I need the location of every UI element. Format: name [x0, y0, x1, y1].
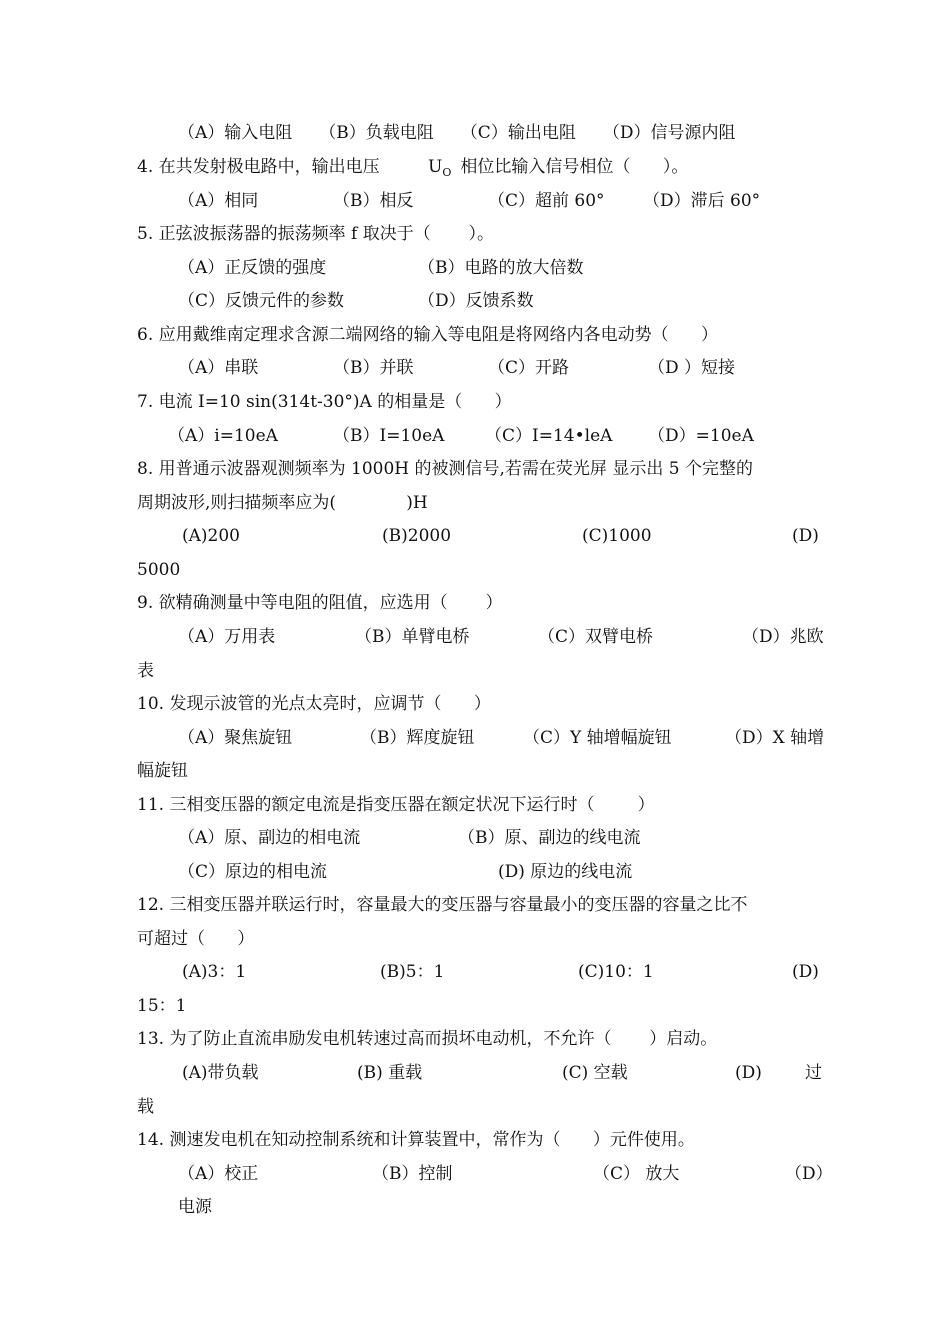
q7-option-d: （D）=10eA	[648, 426, 754, 446]
q8-option-b: (B)2000	[382, 526, 452, 546]
q7-option-b: （B）I=10eA	[333, 426, 445, 446]
q14-option-a: （A）校正	[178, 1164, 259, 1184]
q13-option-d-part1: 过	[805, 1063, 822, 1083]
q11-option-c: （C）原边的相电流	[178, 862, 328, 882]
q12-option-c: (C)10：1	[578, 962, 654, 982]
q14-option-b: （B）控制	[372, 1164, 453, 1184]
q5-option-b: （B）电路的放大倍数	[418, 258, 584, 278]
q12-stem-line1: 12. 三相变压器并联运行时，容量最大的变压器与容量最小的变压器的容量之比不	[137, 895, 748, 915]
q4-option-b: （B）相反	[333, 191, 414, 211]
q11-option-a: （A）原、副边的相电流	[178, 828, 361, 848]
q8-option-c: (C)1000	[582, 526, 652, 546]
q6-option-d: （D ）短接	[648, 358, 736, 378]
q7-stem: 7. 电流 I=10 sin(314t-30°)A 的相量是（ ）	[137, 392, 512, 412]
q10-option-d: （D）X 轴增	[725, 728, 825, 748]
q10-stem: 10. 发现示波管的光点太亮时，应调节（ ）	[137, 694, 491, 714]
q14-option-c: （C） 放大	[593, 1164, 680, 1184]
q4-option-d: （D）滞后 60°	[643, 191, 761, 211]
q8-stem-line1: 8. 用普通示波器观测频率为 1000H 的被测信号,若需在荧光屏 显示出 5 个完整的	[137, 459, 753, 479]
q4-stem-part1: 4. 在共发射极电路中，输出电压	[137, 157, 380, 177]
q8-option-d-label: (D)	[792, 526, 819, 546]
q8-option-d-value: 5000	[137, 560, 181, 580]
q10-option-a: （A）聚焦旋钮	[178, 728, 293, 748]
q12-stem-line2: 可超过（ ）	[137, 929, 255, 949]
q10-option-d-cont: 幅旋钮	[137, 761, 188, 781]
q4-u-subscript: O	[442, 166, 452, 179]
q11-option-b: （B）原、副边的线电流	[458, 828, 641, 848]
q4-u: U	[428, 157, 443, 177]
q3-options: （A）输入电阻 （B）负载电阻 （C）输出电阻 （D）信号源内阻	[178, 123, 736, 143]
q13-option-c: (C) 空载	[562, 1063, 628, 1083]
q5-option-d: （D）反馈系数	[418, 291, 534, 311]
q5-stem: 5. 正弦波振荡器的振荡频率 f 取决于（ ）。	[137, 224, 495, 244]
q9-option-d: （D）兆欧	[742, 627, 824, 647]
q13-option-d-part2: 载	[137, 1097, 154, 1117]
q6-option-c: （C）开路	[488, 358, 570, 378]
q11-stem: 11. 三相变压器的额定电流是指变压器在额定状况下运行时（ ）	[137, 795, 655, 815]
q8-stem-line2: 周期波形,则扫描频率应为( )H	[137, 493, 428, 513]
q4-stem-part2: 相位比输入信号相位（ ）。	[455, 157, 689, 177]
q10-option-b: （B）辉度旋钮	[360, 728, 475, 748]
q8-option-a: (A)200	[182, 526, 240, 546]
q9-option-b: （B）单臂电桥	[355, 627, 470, 647]
q4-symbol-u	[428, 156, 451, 184]
q9-stem: 9. 欲精确测量中等电阻的阻值，应选用（ ）	[137, 593, 503, 613]
q12-option-a: (A)3：1	[182, 962, 247, 982]
q4-option-c: （C）超前 60°	[488, 191, 605, 211]
q11-option-d: (D) 原边的线电流	[498, 862, 633, 882]
q10-option-c: （C）Y 轴增幅旋钮	[523, 728, 672, 748]
q5-option-c: （C）反馈元件的参数	[178, 291, 345, 311]
q6-option-a: （A）串联	[178, 358, 259, 378]
q9-option-a: （A）万用表	[178, 627, 276, 647]
q14-option-d-value: 电源	[178, 1197, 212, 1217]
q12-option-d-label: (D)	[792, 962, 819, 982]
q12-option-d-value: 15：1	[137, 996, 187, 1016]
q14-option-d-label: （D）	[785, 1164, 833, 1184]
q9-option-d-cont: 表	[137, 661, 154, 681]
q14-stem: 14. 测速发电机在知动控制系统和计算装置中，常作为（ ）元件使用。	[137, 1130, 695, 1150]
q7-option-a: （A）i=10eA	[168, 426, 278, 446]
q13-stem: 13. 为了防止直流串励发电机转速过高而损坏电动机，不允许（ ）启动。	[137, 1029, 718, 1049]
q13-option-b: (B) 重载	[357, 1063, 423, 1083]
q13-option-a: (A)带负载	[182, 1063, 259, 1083]
q4-option-a: （A）相同	[178, 191, 259, 211]
q5-option-a: （A）正反馈的强度	[178, 258, 327, 278]
q7-option-c: （C）I=14•leA	[485, 426, 613, 446]
q12-option-b: (B)5：1	[380, 962, 445, 982]
q6-stem: 6. 应用戴维南定理求含源二端网络的输入等电阻是将网络内各电动势（ ）	[137, 325, 719, 345]
q13-option-d-label: (D)	[735, 1063, 762, 1083]
q9-option-c: （C）双臂电桥	[538, 627, 654, 647]
q6-option-b: （B）并联	[333, 358, 414, 378]
